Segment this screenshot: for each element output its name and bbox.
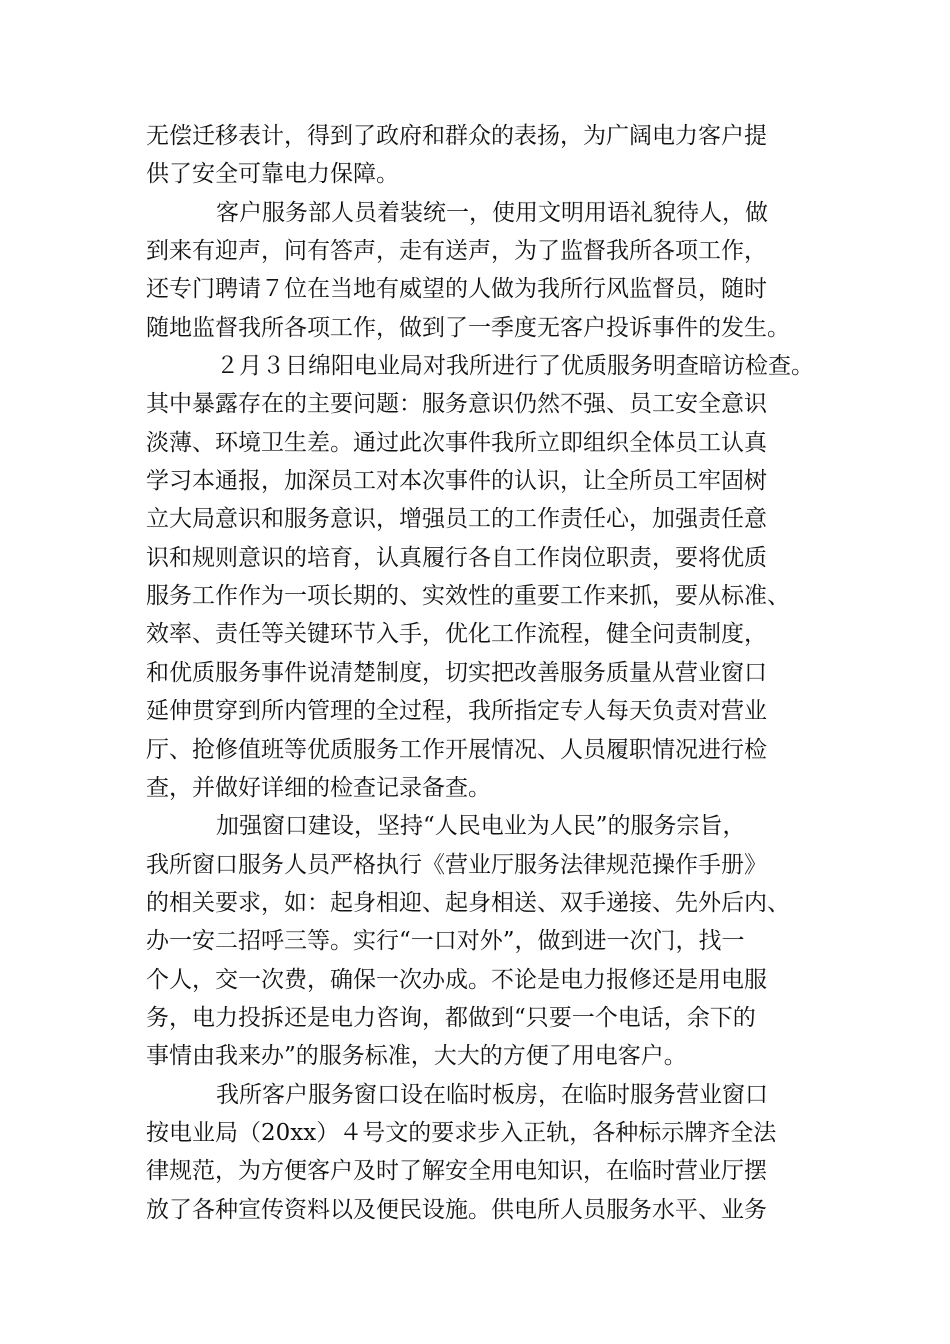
text-line: 延伸贯穿到所内管理的全过程，我所指定专人每天负责对营业 [146, 698, 767, 725]
text-line: 识和规则意识的培育，认真履行各自工作岗位职责，要将优质 [146, 544, 767, 571]
text-line: 无偿迁移表计，得到了政府和群众的表扬，为广阔电力客户提 [146, 123, 767, 149]
paragraph-start-line: 客户服务部人员着装统一，使用文明用语礼貌待人，做 [216, 199, 768, 226]
text-line: 律规范，为方便客户及时了解安全用电知识，在临时营业厅摆 [146, 1158, 767, 1185]
text-line: 效率、责任等关键环节入手，优化工作流程，健全问责制度， [146, 621, 767, 648]
text-line: 随地监督我所各项工作，做到了一季度无客户投诉事件的发生。 [146, 314, 790, 341]
text-line: 其中暴露存在的主要问题：服务意识仍然不强、员工安全意识 [146, 391, 767, 418]
text-line: 和优质服务事件说清楚制度，切实把改善服务质量从营业窗口 [146, 659, 767, 686]
text-line: 查，并做好详细的检查记录备查。 [146, 774, 491, 801]
text-line: 办一安二招呼三等。实行“一口对外”，做到进一次门，找一 [146, 928, 745, 955]
text-line: 个人，交一次费，确保一次办成。不论是电力报修还是用电服 [146, 966, 767, 993]
text-line: 淡薄、环境卫生差。通过此次事件我所立即组织全体员工认真 [146, 429, 767, 456]
text-line: 服务工作作为一项长期的、实效性的重要工作来抓，要从标准、 [146, 583, 790, 610]
paragraph-start-line: 我所客户服务窗口设在临时板房，在临时服务营业窗口 [216, 1081, 768, 1108]
text-line: 到来有迎声，问有答声，走有送声，为了监督我所各项工作， [146, 238, 767, 265]
text-line: 按电业局（20xx）４号文的要求步入正轨，各种标示牌齐全法 [146, 1119, 777, 1146]
text-line: 放了各种宣传资料以及便民设施。供电所人员服务水平、业务 [146, 1196, 767, 1223]
paragraph-start-line: ２月３日绵阳电业局对我所进行了优质服务明查暗访检查。 [216, 353, 814, 380]
paragraph-start-line: 加强窗口建设，坚持“人民电业为人民”的服务宗旨， [216, 813, 746, 840]
body-text [146, 117, 836, 1229]
text-line: 务，电力投拆还是电力咨询，都做到“只要一个电话，余下的 [146, 1004, 756, 1031]
text-line: 还专门聘请７位在当地有威望的人做为我所行风监督员，随时 [146, 276, 767, 303]
text-line: 事情由我来办”的服务标准，大大的方便了用电客户。 [146, 1043, 687, 1070]
text-line: 学习本通报，加深员工对本次事件的认识，让全所员工牢固树 [146, 468, 767, 495]
text-line: 立大局意识和服务意识，增强员工的工作责任心，加强责任意 [146, 506, 767, 533]
text-line: 厅、抢修值班等优质服务工作开展情况、人员履职情况进行检 [146, 736, 767, 763]
text-line: 我所窗口服务人员严格执行《营业厅服务法律规范操作手册》 [146, 851, 767, 878]
text-line: 供了安全可靠电力保障。 [146, 161, 399, 188]
text-line: 的相关要求，如：起身相迎、起身相送、双手递接、先外后内、 [146, 889, 790, 916]
